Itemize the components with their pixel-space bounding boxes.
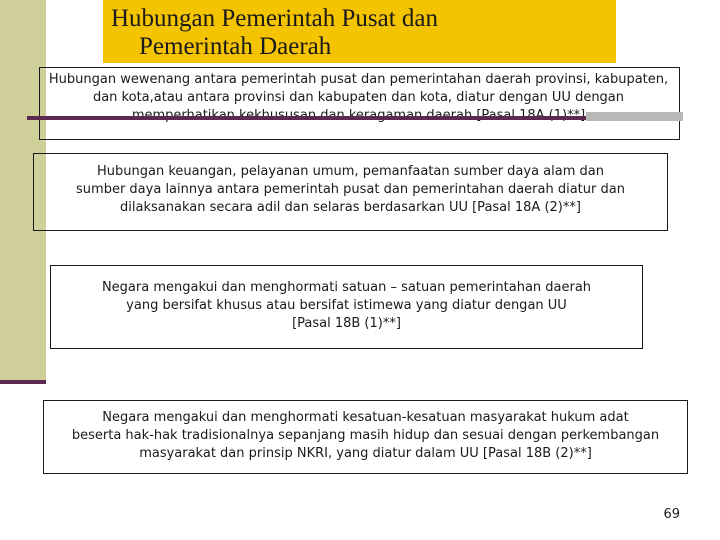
- text-box-2-line-1: Hubungan keuangan, pelayanan umum, pemanfaatan sumber daya alam dan: [97, 164, 604, 179]
- text-box-1-line-2: dan kota,atau antara provinsi dan kabupaten dan kota, diatur dengan UU dengan: [92, 90, 625, 105]
- horizontal-divider: [27, 116, 683, 120]
- text-box-3-line-3: [Pasal 18B (1)**]: [292, 316, 401, 331]
- text-box-3-line-2: yang bersifat khusus atau bersifat istimewa yang diatur dengan UU: [126, 298, 567, 313]
- title-line-2: Pemerintah Daerah: [139, 33, 332, 60]
- slide-title: [111, 5, 611, 61]
- page-number: 69: [663, 507, 680, 522]
- text-box-4-line-2: beserta hak-hak tradisionalnya sepanjang masih hidup dan sesuai dengan perkembangan: [71, 428, 660, 443]
- text-box-2: [33, 153, 668, 231]
- text-box-4: [43, 400, 688, 474]
- text-box-2-line-2: sumber daya lainnya antara pemerintah pusat dan pemerintahan daerah diatur dan: [76, 182, 625, 197]
- text-box-1: [39, 67, 680, 140]
- text-box-1-line-1: Hubungan wewenang antara pemerintah pusat dan pemerintahan daerah provinsi, kabupaten,: [48, 72, 669, 87]
- text-box-2-line-3: dilaksanakan secara adil dan selaras berdasarkan UU [Pasal 18A (2)**]: [120, 200, 581, 215]
- sidebar-accent-line: [0, 380, 46, 384]
- title-line-1: Hubungan Pemerintah Pusat dan: [111, 5, 439, 32]
- text-box-4-line-1: Negara mengakui dan menghormati kesatuan-kesatuan masyarakat hukum adat: [102, 410, 629, 425]
- text-box-3: [50, 265, 643, 349]
- text-box-3-line-1: Negara mengakui dan menghormati satuan – satuan pemerintahan daerah: [101, 280, 592, 295]
- text-box-4-line-3: masyarakat dan prinsip NKRI, yang diatur dalam UU [Pasal 18B (2)**]: [139, 446, 592, 461]
- divider-accent: [586, 112, 683, 121]
